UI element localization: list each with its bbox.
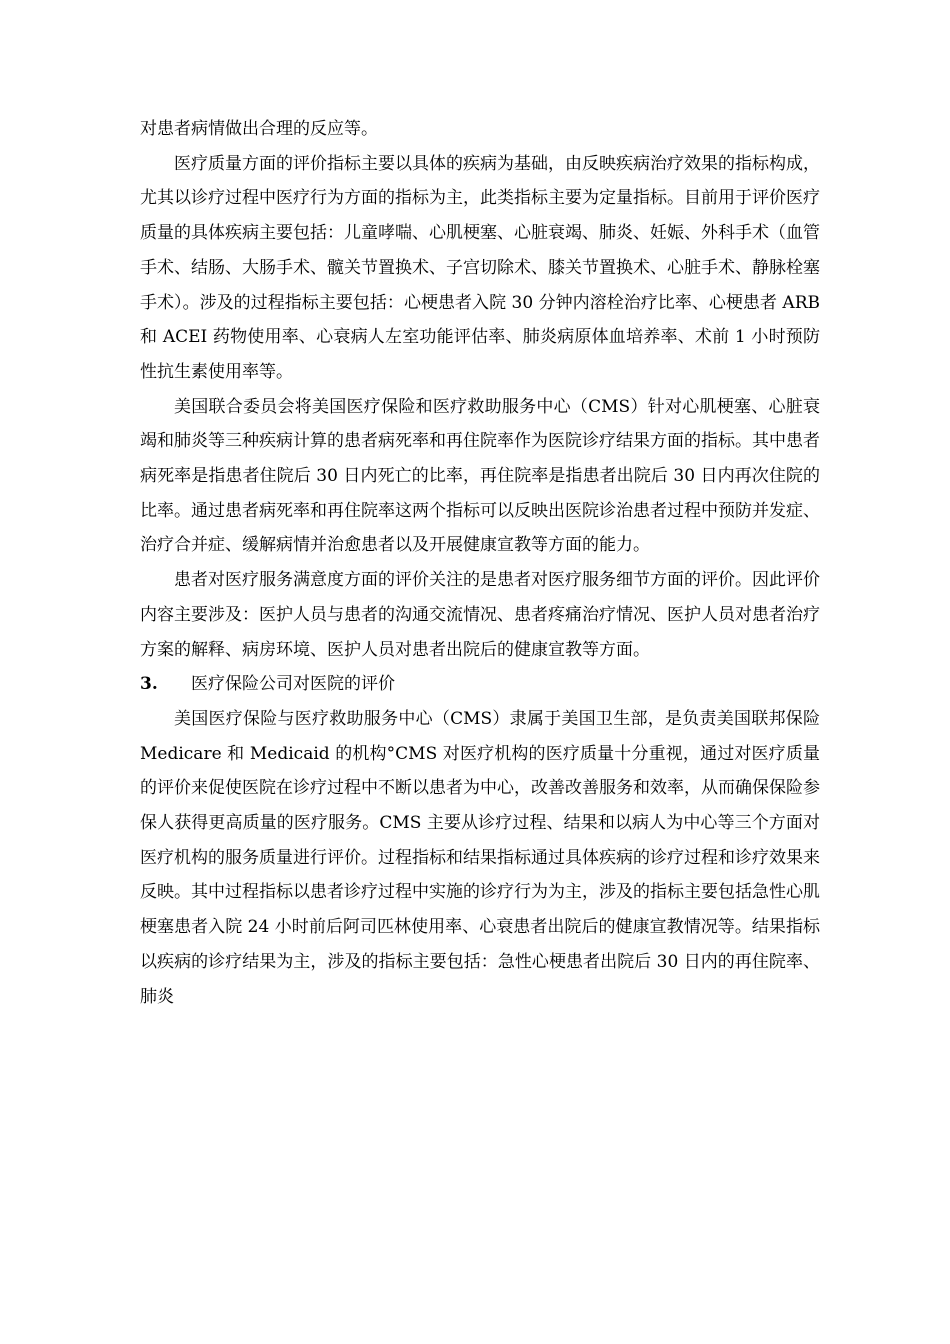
document-page — [140, 112, 820, 1014]
paragraph-cms: 美国医疗保险与医疗救助服务中心（CMS）隶属于美国卫生部，是负责美国联邦保险 Medicare 和 Medicaid 的机构°CMS 对医疗机构的医疗质量十分重视，通过对医疗质量的评价来促使医院在诊疗过程中不断以患者为中心，改善改善服务和效率，从而确保保险参保人获得更高质量的医疗服务。CMS 主要从诊疗过程、结果和以病人为中心等三个方面对医疗机构的服务质量进行评价。过程指标和结果指标通过具体疾病的诊疗过程和诊疗效果来反映。其中过程指标以患者诊疗过程中实施的诊疗行为为主，涉及的指标主要包括急性心肌梗塞患者入院 24 小时前后阿司匹林使用率、心衰患者出院后的健康宣教情况等。结果指标以疾病的诊疗结果为主，涉及的指标主要包括：急性心梗患者出院后 30 日内的再住院率、肺炎 — [140, 708, 820, 1007]
paragraph-joint-commission: 美国联合委员会将美国医疗保险和医疗救助服务中心（CMS）针对心肌梗塞、心脏衰竭和肺炎等三种疾病计算的患者病死率和再住院率作为医院诊疗结果方面的指标。其中患者病死率是指患者住院后 30 日内死亡的比率，再住院率是指患者出院后 30 日内再次住院的比率。通过患者病死率和再住院率这两个指标可以反映出医院诊治患者过程中预防并发症、治疗合并症、缓解病情并治愈患者以及开展健康宣教等方面的能力。 — [140, 396, 820, 556]
paragraph-patient-satisfaction: 患者对医疗服务满意度方面的评价关注的是患者对医疗服务细节方面的评价。因此评价内容主要涉及：医护人员与患者的沟通交流情况、患者疼痛治疗情况、医护人员对患者治疗方案的解释、病房环境、医护人员对患者出院后的健康宣教等方面。 — [140, 570, 820, 660]
section-heading — [140, 667, 820, 702]
section-title: 医疗保险公司对医院的评价 — [191, 674, 395, 695]
paragraph-continuation: 对患者病情做出合理的反应等。 — [140, 119, 378, 139]
section-number: 3. — [140, 674, 158, 695]
paragraph-quality-indicators: 医疗质量方面的评价指标主要以具体的疾病为基础，由反映疾病治疗效果的指标构成，尤其以诊疗过程中医疗行为方面的指标为主，此类指标主要为定量指标。目前用于评价医疗质量的具体疾病主要包括：儿童哮喘、心肌梗塞、心脏衰竭、肺炎、妊娠、外科手术（血管手术、结肠、大肠手术、髋关节置换术、子宫切除术、膝关节置换术、心脏手术、静脉栓塞手术）。涉及的过程指标主要包括：心梗患者入院 30 分钟内溶栓治疗比率、心梗患者 ARB 和 ACEI 药物使用率、心衰病人左室功能评估率、肺炎病原体血培养率、术前 1 小时预防性抗生素使用率等。 — [140, 153, 820, 382]
